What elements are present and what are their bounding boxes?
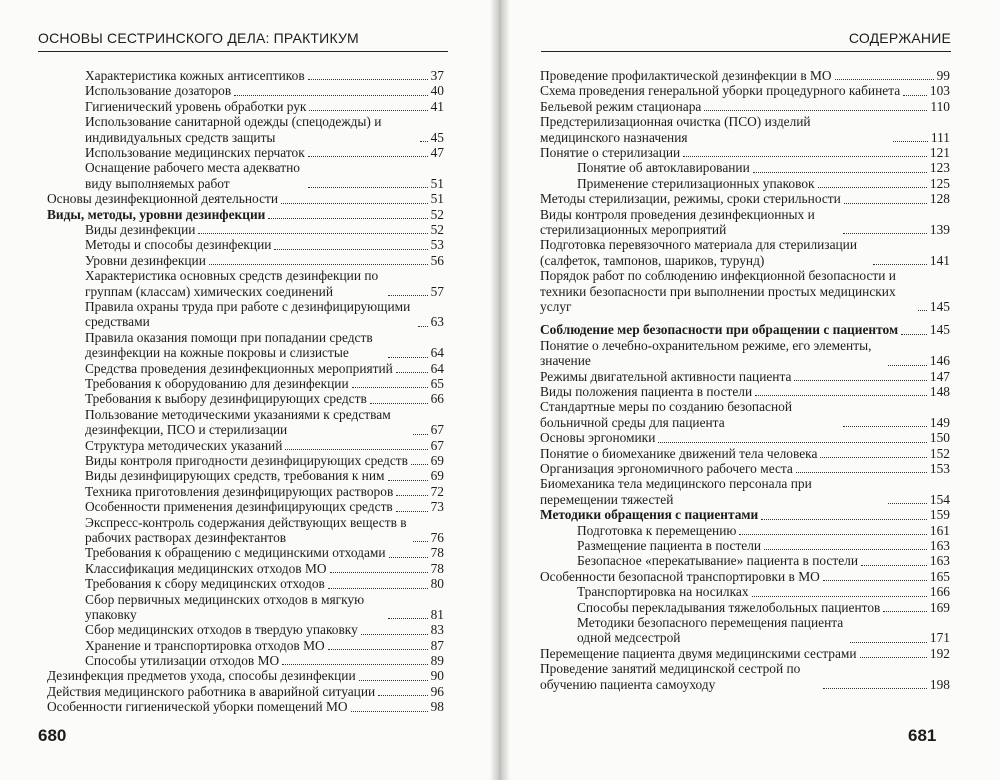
toc-entry-page: 57 [430, 283, 444, 299]
toc-entry-title: Характеристика основных средств дезинфекции по группам (классам) химических соединений [85, 268, 379, 299]
toc-leader [268, 218, 427, 219]
toc-entry-page: 51 [430, 191, 444, 207]
toc-entry-page: 52 [430, 206, 444, 222]
toc-entry-page: 64 [430, 360, 444, 376]
toc-leader [396, 511, 428, 512]
toc-entry-title: Дезинфекция предметов ухода, способы дезинфекции [47, 668, 356, 684]
toc-leader [413, 541, 428, 542]
left-page-number: 680 [38, 726, 67, 745]
toc-entry-page: 171 [929, 630, 950, 646]
toc-gap [540, 314, 950, 322]
toc-entry [540, 68, 950, 83]
toc-entry-page: 65 [430, 375, 444, 391]
toc-entry-page: 81 [430, 606, 444, 622]
toc-entry-title: Использование санитарной одежды (спецодежды) и индивидуальных средств защиты [85, 114, 382, 145]
toc-entry [47, 545, 444, 560]
toc-entry-page: 159 [929, 507, 950, 523]
right-header-title: СОДЕРЖАНИЕ [848, 30, 951, 46]
toc-entry [540, 461, 950, 476]
toc-entry-page: 152 [929, 445, 950, 461]
toc-entry [47, 237, 444, 252]
toc-entry-title: Подготовка к перемещению [577, 522, 737, 538]
toc-entry [540, 384, 950, 399]
toc-entry-title: Биомеханика тела медицинского персонала при перемещении тяжестей [540, 476, 812, 507]
toc-entry [47, 253, 444, 268]
toc-entry-page: 145 [929, 298, 950, 314]
toc-entry-title: Структура методических указаний [85, 437, 283, 453]
toc-entry-title: Транспортировка на носилках [577, 584, 749, 600]
toc-entry-page: 80 [430, 576, 444, 592]
toc-entry-title: Виды дезинфицирующих средств, требования к ним [85, 468, 385, 484]
toc-entry [47, 668, 444, 683]
toc-entry [47, 684, 444, 699]
toc-leader [378, 695, 427, 696]
toc-entry [540, 553, 950, 568]
toc-leader [309, 110, 427, 111]
toc-entry-title: Методики безопасного перемещения пациента одной медсестрой [577, 614, 844, 646]
toc-entry [540, 99, 950, 114]
toc-entry [47, 592, 444, 623]
toc-leader [411, 464, 428, 465]
toc-leader [704, 110, 927, 111]
toc-entry-page: 56 [430, 252, 444, 268]
toc-entry-page: 141 [929, 252, 950, 268]
toc-leader [796, 472, 927, 473]
toc-entry-title: Уровни дезинфекции [85, 252, 206, 268]
toc-entry-title: Гигиенический уровень обработки рук [85, 98, 307, 114]
toc-leader [274, 249, 427, 250]
toc-entry [47, 622, 444, 637]
toc-entry-title: Пользование методическими указаниями к средствам дезинфекции, ПСО и стерилизации [85, 406, 391, 438]
toc-leader [352, 387, 428, 388]
right-running-head [541, 30, 951, 52]
toc-entry [540, 430, 950, 445]
toc-entry [47, 376, 444, 391]
toc-entry-title: Использование дозаторов [85, 83, 232, 99]
toc-leader [418, 326, 428, 327]
toc-entry [540, 661, 950, 692]
toc-entry-page: 37 [430, 67, 444, 83]
toc-entry-page: 139 [929, 221, 950, 237]
toc-entry [47, 561, 444, 576]
toc-leader [388, 618, 428, 619]
right-toc [540, 68, 950, 692]
toc-entry-page: 103 [929, 83, 950, 99]
toc-entry [47, 653, 444, 668]
toc-leader [820, 457, 927, 458]
toc-entry-title: Техника приготовления дезинфицирующих растворов [85, 483, 394, 499]
toc-entry-page: 98 [430, 699, 444, 715]
toc-entry-title: Оснащение рабочего места адекватно виду выполняемых работ [85, 160, 300, 191]
toc-entry-title: Требования к сбору медицинских отходов [85, 576, 325, 592]
toc-entry-title: Особенности безопасной транспортировки в МО [540, 568, 820, 584]
toc-entry-title: Характеристика кожных антисептиков [85, 67, 305, 83]
toc-entry-page: 150 [929, 430, 950, 446]
toc-entry-title: Понятие о лечебно-охранительном режиме, его элементы, значение [540, 337, 872, 369]
toc-leader [388, 480, 428, 481]
toc-entry-page: 96 [430, 683, 444, 699]
toc-entry [47, 99, 444, 114]
toc-entry-page: 146 [929, 353, 950, 369]
toc-leader [844, 203, 927, 204]
toc-entry [540, 569, 950, 584]
toc-entry-page: 198 [929, 676, 950, 692]
toc-entry [47, 468, 444, 483]
toc-entry-title: Подготовка перевязочного материала для стерилизации (салфеток, тампонов, шариков, турунд) [540, 237, 858, 268]
toc-leader [893, 141, 928, 142]
toc-leader [835, 79, 934, 80]
toc-leader [873, 264, 927, 265]
toc-leader [198, 233, 427, 234]
toc-leader [388, 357, 428, 358]
toc-leader [888, 365, 927, 366]
toc-entry [47, 499, 444, 514]
toc-entry [47, 68, 444, 83]
toc-leader [823, 580, 927, 581]
toc-entry-page: 67 [430, 422, 444, 438]
toc-entry-title: Правила охраны труда при работе с дезинфицирующими средствами [85, 298, 411, 330]
toc-entry [540, 507, 950, 522]
toc-entry-title: Организация эргономичного рабочего места [540, 460, 793, 476]
toc-leader [883, 611, 927, 612]
toc-entry-page: 78 [430, 560, 444, 576]
toc-entry [47, 407, 444, 438]
toc-leader [209, 264, 428, 265]
toc-entry-title: Безопасное «перекатывание» пациента в постели [577, 553, 858, 569]
toc-leader [752, 596, 927, 597]
toc-entry [47, 207, 444, 222]
toc-leader [753, 172, 927, 173]
toc-entry [540, 600, 950, 615]
toc-entry-title: Предстерилизационная очистка (ПСО) изделий медицинского назначения [540, 114, 811, 145]
toc-entry-title: Проведение занятий медицинской сестрой по обучению пациента самоуходу [540, 661, 801, 692]
toc-entry [540, 646, 950, 661]
toc-entry-page: 153 [929, 460, 950, 476]
toc-entry-title: Сбор первичных медицинских отходов в мягкую упаковку [85, 591, 365, 622]
toc-entry-title: Методики обращения с пациентами [540, 507, 759, 523]
toc-entry-title: Виды дезинфекции [85, 221, 196, 237]
toc-entry-title: Стандартные меры по созданию безопасной больничной среды для пациента [540, 399, 792, 430]
toc-leader [234, 95, 427, 96]
toc-entry-title: Режимы двигательной активности пациента [540, 368, 792, 384]
toc-entry-title: Применение стерилизационных упаковок [577, 175, 815, 191]
toc-entry [540, 476, 950, 507]
toc-entry-title: Экспресс-контроль содержания действующих веществ в рабочих растворах дезинфектантов [85, 514, 407, 545]
toc-entry-title: Понятие о стерилизации [540, 144, 681, 160]
toc-entry-page: 169 [929, 599, 950, 615]
toc-leader [658, 442, 927, 443]
toc-entry-title: Основы дезинфекционной деятельности [47, 191, 279, 207]
toc-entry [540, 114, 950, 145]
toc-entry-page: 125 [929, 175, 950, 191]
toc-leader [370, 403, 428, 404]
toc-entry-page: 67 [430, 437, 444, 453]
toc-entry-page: 147 [929, 368, 950, 384]
toc-entry [47, 299, 444, 330]
toc-leader [396, 372, 428, 373]
toc-entry-title: Основы эргономики [540, 430, 656, 446]
toc-entry-page: 166 [929, 584, 950, 600]
toc-entry [47, 515, 444, 546]
toc-entry-title: Особенности гигиенической уборки помещений МО [47, 699, 348, 715]
toc-entry-page: 163 [929, 537, 950, 553]
toc-leader [308, 79, 428, 80]
toc-leader [888, 503, 927, 504]
toc-leader [739, 534, 927, 535]
toc-entry [540, 191, 950, 206]
toc-entry-title: Понятие о биомеханике движений тела человека [540, 445, 818, 461]
toc-leader [823, 688, 927, 689]
toc-leader [285, 449, 427, 450]
toc-entry-title: Сбор медицинских отходов в твердую упаковку [85, 622, 358, 638]
toc-entry-title: Методы стерилизации, режимы, сроки стерильности [540, 191, 841, 207]
toc-entry [540, 207, 950, 238]
right-page-number: 681 [908, 726, 937, 745]
left-toc [47, 68, 444, 715]
toc-entry-title: Средства проведения дезинфекционных мероприятий [85, 360, 393, 376]
toc-leader [308, 187, 428, 188]
toc-entry [47, 638, 444, 653]
toc-leader [918, 310, 927, 311]
toc-entry-page: 165 [929, 568, 950, 584]
toc-leader [359, 680, 428, 681]
toc-entry [47, 484, 444, 499]
toc-entry [47, 268, 444, 299]
toc-leader [761, 519, 927, 520]
toc-entry-title: Способы утилизации отходов МО [85, 653, 280, 669]
toc-entry-page: 66 [430, 391, 444, 407]
toc-entry-page: 145 [929, 322, 950, 338]
toc-leader [901, 334, 927, 335]
toc-entry-title: Виды положения пациента в постели [540, 383, 753, 399]
toc-entry-page: 121 [929, 144, 950, 160]
toc-leader [396, 495, 427, 496]
toc-entry-page: 148 [929, 383, 950, 399]
left-running-head [38, 30, 448, 52]
toc-entry-title: Виды контроля проведения дезинфекционных и стерилизационных мероприятий [540, 206, 815, 237]
toc-leader [351, 711, 428, 712]
toc-entry-title: Требования к обращению с медицинскими отходами [85, 545, 386, 561]
toc-entry [540, 523, 950, 538]
toc-entry-page: 69 [430, 452, 444, 468]
toc-entry-page: 83 [430, 622, 444, 638]
toc-entry-title: Соблюдение мер безопасности при обращении с пациентом [540, 322, 899, 338]
toc-entry [540, 322, 950, 337]
toc-leader [282, 664, 427, 665]
toc-leader [308, 156, 428, 157]
toc-entry-page: 111 [930, 129, 950, 145]
left-page [0, 0, 497, 780]
toc-entry [47, 438, 444, 453]
toc-entry-title: Виды контроля пригодности дезинфицирующих средств [85, 452, 408, 468]
toc-entry [540, 145, 950, 160]
toc-leader [389, 557, 428, 558]
toc-entry [47, 114, 444, 145]
toc-entry-title: Методы и способы дезинфекции [85, 237, 272, 253]
toc-entry-title: Понятие об автоклавировании [577, 160, 750, 176]
toc-leader [755, 395, 927, 396]
toc-leader [794, 380, 926, 381]
toc-leader [388, 295, 428, 296]
toc-entry-title: Виды, методы, уровни дезинфекции [47, 206, 266, 222]
toc-entry-title: Правила оказания помощи при попадании средств дезинфекции на кожные покровы и слизистые [85, 329, 373, 361]
toc-entry-page: 149 [929, 414, 950, 430]
toc-leader [903, 95, 927, 96]
right-page [503, 0, 1000, 780]
toc-entry-page: 123 [929, 160, 950, 176]
toc-entry-title: Особенности применения дезинфицирующих средств [85, 499, 393, 515]
toc-leader [764, 549, 927, 550]
toc-entry-page: 87 [430, 637, 444, 653]
toc-entry [540, 369, 950, 384]
toc-leader [328, 588, 428, 589]
toc-leader [861, 565, 927, 566]
toc-entry-page: 72 [430, 483, 444, 499]
toc-entry-page: 192 [929, 645, 950, 661]
toc-entry-page: 154 [929, 491, 950, 507]
toc-leader [843, 233, 927, 234]
toc-entry-page: 53 [430, 237, 444, 253]
toc-entry [540, 268, 950, 314]
toc-entry [47, 391, 444, 406]
toc-entry [47, 191, 444, 206]
toc-entry-page: 78 [430, 545, 444, 561]
toc-entry [47, 576, 444, 591]
toc-entry-title: Требования к оборудованию для дезинфекции [85, 375, 349, 391]
toc-entry-title: Классификация медицинских отходов МО [85, 560, 327, 576]
toc-leader [413, 434, 428, 435]
toc-entry-page: 89 [430, 653, 444, 669]
toc-entry-page: 73 [430, 499, 444, 515]
toc-leader [420, 141, 428, 142]
toc-entry-title: Хранение и транспортировка отходов МО [85, 637, 325, 653]
toc-entry-title: Схема проведения генеральной уборки процедурного кабинета [540, 83, 901, 99]
toc-entry-page: 40 [430, 83, 444, 99]
toc-entry-title: Порядок работ по соблюдению инфекционной безопасности и техники безопасности при выполнении простых медицинских услуг [540, 268, 896, 314]
toc-entry [540, 338, 950, 369]
toc-leader [850, 642, 927, 643]
toc-entry-title: Проведение профилактической дезинфекции в МО [540, 67, 832, 83]
toc-entry-page: 51 [430, 175, 444, 191]
toc-entry-title: Перемещение пациента двумя медицинскими сестрами [540, 645, 857, 661]
toc-entry [540, 83, 950, 98]
toc-entry-page: 76 [430, 529, 444, 545]
left-header-title: ОСНОВЫ СЕСТРИНСКОГО ДЕЛА: ПРАКТИКУМ [38, 30, 359, 46]
toc-entry [540, 237, 950, 268]
toc-entry-page: 128 [929, 191, 950, 207]
toc-entry-page: 110 [930, 98, 950, 114]
toc-entry-page: 63 [430, 314, 444, 330]
toc-entry-page: 45 [430, 129, 444, 145]
toc-entry-page: 41 [430, 98, 444, 114]
toc-entry-title: Требования к выбору дезинфицирующих средств [85, 391, 367, 407]
toc-entry-title: Размещение пациента в постели [577, 537, 762, 553]
toc-entry [540, 615, 950, 646]
toc-entry-title: Способы перекладывания тяжелобольных пациентов [577, 599, 881, 615]
toc-entry-page: 64 [430, 345, 444, 361]
toc-entry [540, 446, 950, 461]
toc-entry [47, 222, 444, 237]
toc-entry-page: 99 [936, 67, 950, 83]
toc-entry-page: 69 [430, 468, 444, 484]
toc-entry [47, 330, 444, 361]
toc-entry-title: Действия медицинского работника в аварийной ситуации [47, 683, 376, 699]
toc-entry-page: 90 [430, 668, 444, 684]
toc-entry-page: 52 [430, 221, 444, 237]
toc-leader [330, 572, 428, 573]
toc-leader [361, 634, 428, 635]
toc-entry-page: 47 [430, 144, 444, 160]
toc-entry [47, 83, 444, 98]
toc-entry [47, 361, 444, 376]
toc-entry [47, 699, 444, 714]
toc-leader [281, 203, 428, 204]
toc-entry [540, 160, 950, 175]
toc-leader [683, 156, 927, 157]
toc-entry [47, 145, 444, 160]
toc-entry [47, 160, 444, 191]
book-gutter [490, 0, 510, 780]
toc-entry-title: Бельевой режим стационара [540, 98, 702, 114]
toc-entry [540, 584, 950, 599]
toc-entry-page: 163 [929, 553, 950, 569]
toc-entry [47, 453, 444, 468]
toc-entry [540, 538, 950, 553]
toc-entry-title: Использование медицинских перчаток [85, 144, 305, 160]
toc-entry [540, 399, 950, 430]
toc-leader [328, 649, 428, 650]
toc-leader [860, 657, 927, 658]
toc-leader [843, 426, 927, 427]
toc-entry [540, 176, 950, 191]
toc-entry-page: 161 [929, 522, 950, 538]
toc-leader [818, 187, 927, 188]
